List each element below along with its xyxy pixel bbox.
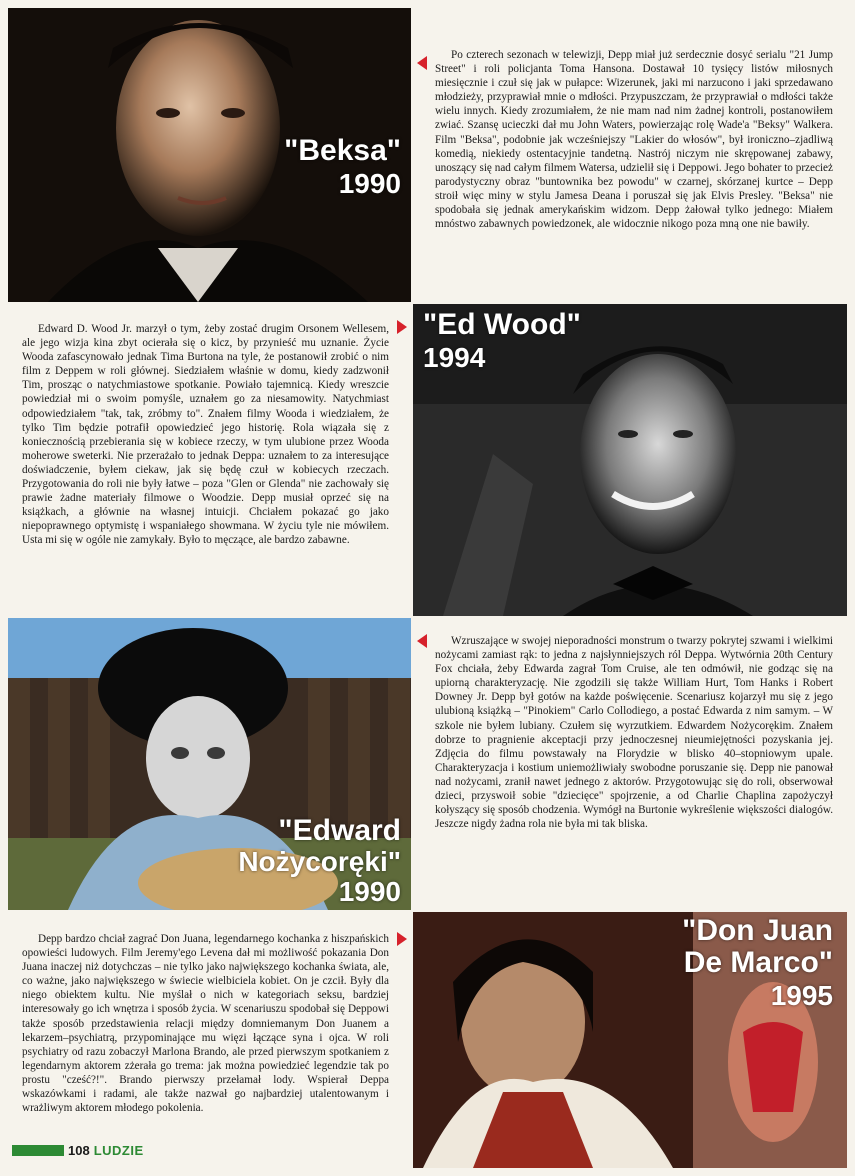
page-footer <box>12 1140 144 1160</box>
caption-beksa <box>284 136 401 198</box>
arrow-left-icon <box>417 634 427 648</box>
article-don-juan <box>8 912 411 1138</box>
photo-don-juan <box>413 912 847 1168</box>
caption-title: "Edward <box>278 814 401 847</box>
article-ed-wood <box>8 304 411 616</box>
photo-beksa <box>8 8 411 302</box>
article-paragraph: Depp bardzo chciał zagrać Don Juana, legendarnego kochanka z hiszpańskich opowieści ludowych. Film Jeremy'ego Levena dał mi możliwość pokazania Don Juana inaczej niż dotychczas – nie tylko jako największego kochanka świata, ale, co ważne, jako największego w świecie wielbiciela kobiet. On je czcił. Były dla niego obiektem kultu. Nie myślał o nich w kategoriach seksu, bardziej interesowały go ich wnętrza i sposób życia. W scenariuszu spodobał się Deppowi także sposób przedstawienia relacji między domniemanym Don Juanem a lekarzem–psychiatrą, przypominające mu więzi łączące syna i ojca. W roli psychiatry od razu zobaczył Marlona Brando, ale przed pierwszym spotkaniem z legendarnym aktorem zżerała go trema: jak można powiedzieć legendzie tak po prostu "cześć?!". Brando pierwszy przełamał lody. Wspierał Deppa wskazówkami i radami, ale także nazwał go najbardziej utalentowanym i wrażliwym aktorem młodego pokolenia. <box>22 933 389 1115</box>
caption-year: 1990 <box>338 876 401 907</box>
caption-title: "Beksa" <box>284 134 401 167</box>
caption-title: "Ed Wood" <box>423 308 581 341</box>
caption-year: 1995 <box>770 980 833 1011</box>
arrow-right-icon <box>397 932 407 946</box>
article-paragraph: Wzruszające w swojej nieporadności monstrum o twarzy pokrytej szwami i wielkimi nożycami zamiast rąk: to jedna z najsłynniejszych ról Deppa. Wytwórnia 20th Century Fox chciała, żeby Edwarda zagrał Tom Cruise, ale ten odmówił, nie godząc się na upiorną charakteryzację. Nie zgodzili się także William Hurt, Tom Hanks i Robert Downey Jr. Depp był gotów na każde poświęcenie. Scenariusz kojarzył mu się z jego ulubioną książką – "Pinokiem" Carlo Collodiego, a postać Edwarda z nim samym. – W szkole nie byłem lubiany. Czułem się wyrzutkiem. Edwardem Nożycorękim. Znałem dobrze to pragnienie akceptacji przy jednoczesnej nieumiejętności pozyskania jej. Zdjęcia do filmu powstawały na Florydzie w blisko 40–stopniowym upale. Charakteryzacja i kostium uniemożliwiały swobodne poruszanie się. Depp nie panował nad nożycami, zranił nawet jednego z aktorów. Przygotowując się do roli, obserwował dzieci, przyswoił sobie "dziecięce" spojrzenie, a od Charlie Chaplina zapożyczył kołyszący się sposób chodzenia. Wymógł na Burtonie wykreślenie większości dialogów. Jeszcze nigdy żadna rola nie była mi tak bliska. <box>435 635 833 831</box>
caption-line2: De Marco" <box>683 946 833 979</box>
arrow-left-icon <box>417 56 427 70</box>
article-edward <box>413 618 847 910</box>
caption-ed-wood <box>423 310 581 372</box>
article-paragraph: Edward D. Wood Jr. marzył o tym, żeby zostać drugim Orsonem Wellesem, ale jego wizja kina zbyt ocierała się o kicz, by przynieść mu uznanie. Życie Wooda zafascynowało jednak Tima Burtona na tyle, że postanowił zrobić o nim film z Deppem w roli głównej. Siedziałem właśnie w domu, kiedy zadzwonił Tim, prosząc o natychmiastowe spotkanie. Powiało tajemnicą. Kiedy wreszcie powiedział mi o swoim pomyśle, uznałem go za niesamowity. Natychmiast odpowiedziałem "tak, tak, zróbmy to". Znałem filmy Wooda i wiedziałem, że tylko Tim będzie potrafił opowiedzieć jego historię. Rola wiązała się z koniecznością przebierania się w kobiece rzeczy, w tym ulubione przez Wooda moherowe sweterki. Nie przerażało to jednak Deppa: uznałem to za interesujące doświadczenie, byłem ciekaw, jak się będę czuł w kobiecych rzeczach. Przygotowania do roli nie były łatwe – poza "Glen or Glenda" nie zachowały się prawie żadne materiały filmowe o Woodzie. Depp musiał oprzeć się na książkach, a głównie na własnej intuicji. Chciałem pokazać go jako niepoprawnego optymistę i wspaniałego showmana. W życiu tyle nie mówiłem. Usta mi się w ogóle nie zamykały. Było to męczące, ale bardzo zabawne. <box>22 323 389 547</box>
magazine-brand: LUDZIE <box>93 1142 144 1158</box>
arrow-right-icon <box>397 320 407 334</box>
caption-title: "Don Juan <box>682 914 833 947</box>
page-number: 108 <box>68 1142 90 1158</box>
caption-don-juan <box>682 916 833 1010</box>
footer-green-bar <box>12 1145 64 1156</box>
article-beksa <box>413 8 847 302</box>
photo-edward-nozycoreki <box>8 618 411 910</box>
caption-year: 1994 <box>423 342 486 373</box>
caption-year: 1990 <box>338 168 401 199</box>
photo-ed-wood <box>413 304 847 616</box>
caption-edward <box>238 816 401 906</box>
article-paragraph: Po czterech sezonach w telewizji, Depp miał już serdecznie dosyć serialu "21 Jump Street" i roli policjanta Toma Hansona. Dostawał 10 tysięcy listów miłosnych miesięcznie i czuł się jak w pułapce: Wizerunek, jaki mi narzucono i jaki sprzedawano młodzieży, przyprawiał mnie o mdłości. Przypuszczam, że przyprawiał o mdłości także wielu innych. Kiedy zrozumiałem, że nie mam nad nim żadnej kontroli, postanowiłem zwiać. Szansę ucieczki dał mu John Waters, powierzając rolę Wade'a "Beksy" Walkera. Film "Beksa", podobnie jak wcześniejszy "Lakier do włosów", był ironiczno–zjadliwą komedią, niekiedy ostentacyjnie tandetną. Nastrój niczym nie skrępowanej zabawy, unoszący się nad całym filmem Watersa, udzielił się i Deppowi. Jego bohater to przecież parodystyczny obraz "buntownika bez powodu" w czarnej, skórzanej kurtce – Depp stroił więc miny w stylu Jamesa Deana i poruszał się jak Elvis Presley. "Beksa" nie spodobała się jednak amerykańskim widzom. Depp żałował tylko jednego: Miałem mnóstwo zabawnych powiedzonek, ale widocznie nikogo poza mną one nie bawiły. <box>435 49 833 231</box>
caption-line2: Nożycoręki" <box>238 846 401 877</box>
